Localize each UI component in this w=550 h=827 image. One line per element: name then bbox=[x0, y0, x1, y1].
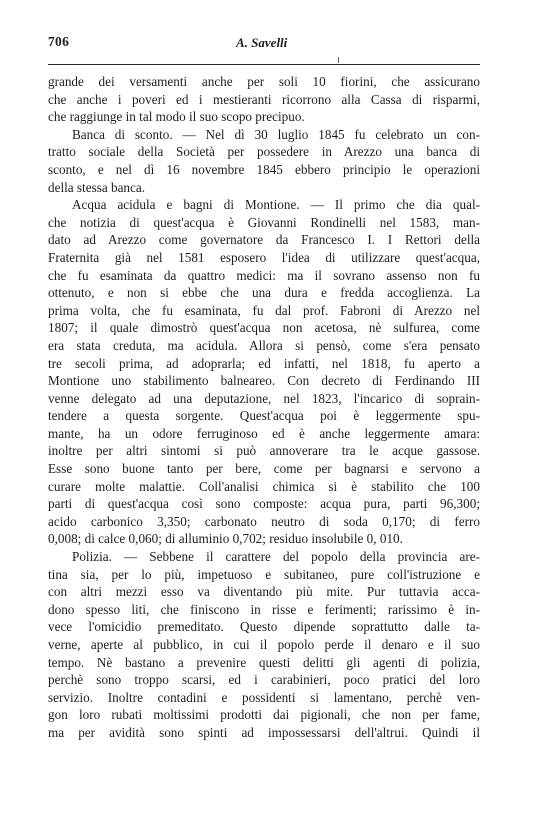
text-line: curare molte malattie. Coll'analisi chimica si è stabilito che 100 bbox=[48, 478, 480, 494]
text-line: della stessa banca. bbox=[48, 179, 146, 195]
page-header bbox=[48, 34, 480, 52]
text-line: perchè sono troppo scarsi, ed i carabinieri, poco pratici del loro bbox=[48, 672, 480, 688]
text-line: prima volta, che fu esaminata, fu dal prof. Fabroni di Arezzo nel bbox=[48, 302, 480, 318]
text-line: Esse sono buone tanto per bere, come per bagnarsi e servono a bbox=[48, 461, 480, 477]
text-line: che notizia di quest'acqua è Giovanni Rondinelli nel 1583, man- bbox=[48, 214, 480, 230]
text-line: tre secoli prima, ad adoprarla; ed infatti, nel 1818, fu aperto a bbox=[48, 355, 480, 371]
text-line: Montione uno stabilimento balneareo. Con decreto di Ferdinando III bbox=[48, 373, 480, 389]
text-line: verne, aperte al pubblico, in cui il popolo perde il denaro e il suo bbox=[48, 637, 480, 652]
text-line: 1807; il quale dimostrò quest'acqua non acetosa, nè sulfurea, come bbox=[48, 320, 480, 336]
text-line: tratto sociale della Società per possedere in Arezzo una banca di bbox=[48, 144, 480, 160]
text-line: Fraternita già nel 1581 esposero l'idea di utilizzare quest'acqua, bbox=[48, 249, 480, 265]
text-line: tempo. Nè bastano a prevenire questi delitti gli agenti di polizia, bbox=[48, 654, 480, 670]
text-line: mante, ha un odore ferruginoso ed è anche leggermente amara: bbox=[48, 425, 480, 441]
text-line: tendere a questa sorgente. Quest'acqua poi è leggermente spu- bbox=[48, 408, 480, 424]
page-number: 706 bbox=[48, 34, 70, 49]
text-line: ma per avidità sono spinti ad impossessarsi dell'altrui. Quindi il bbox=[48, 724, 480, 740]
text-line: era stata creduta, ma acidula. Allora si pensò, come s'era pensato bbox=[48, 337, 480, 353]
text-line: acido carbonico 3,350; carbonato neutro di soda 0,170; di ferro bbox=[48, 513, 480, 529]
running-head: A. Savelli bbox=[236, 35, 288, 50]
text-line: sconto, e nel dì 16 novembre 1845 ebbero principio le operazioni bbox=[48, 161, 480, 177]
text-line: Polizia. — Sebbene il carattere del popolo della provincia are- bbox=[72, 549, 480, 565]
text-line: dato ad Arezzo come governatore da Francesco I. I Rettori della bbox=[48, 232, 480, 248]
text-line: con altri mezzi esso va diventando più mite. Pur tuttavia acca- bbox=[48, 584, 480, 600]
text-line: che anche i poveri ed i mestieranti ricorrono alla Cassa di risparmi, bbox=[48, 91, 480, 107]
text-line: venne delegato ad una deputazione, nel 1823, l'incarico di soprain- bbox=[48, 390, 480, 406]
text-line: Acqua acidula e bagni di Montione. — Il primo che dia qual- bbox=[72, 197, 480, 213]
text-line: tina sia, per lo più, impetuoso e subitaneo, pure coll'istruzione e bbox=[48, 566, 480, 582]
body-text bbox=[48, 73, 480, 742]
text-line: parti di quest'acqua così sono composte: acqua pura, parti 96,300; bbox=[48, 496, 480, 512]
header-rule-tick bbox=[338, 57, 339, 63]
text-line: servizio. Inoltre contadini e possidenti si lamentano, perchè ven- bbox=[48, 689, 480, 705]
text-line: che fu esaminata da quattro medici: ma il sovrano assenso non fu bbox=[48, 267, 480, 283]
text-line: vece l'omicidio premeditato. Questo dipende soprattutto dalle ta- bbox=[48, 619, 480, 635]
text-line: Banca di sconto. — Nel dì 30 luglio 1845 fu celebrato un con- bbox=[72, 126, 480, 142]
text-line: ottenuto, e non si ebbe che una dura e fredda accoglienza. La bbox=[48, 285, 480, 301]
text-line: gon loro rubati moltissimi prodotti dai pigionali, che non per fame, bbox=[48, 707, 480, 723]
header-rule bbox=[48, 64, 480, 65]
text-line: 0,008; di calce 0,060; di alluminio 0,702; residuo insolubile 0, 010. bbox=[48, 531, 403, 547]
text-line: inoltre per altri sintomi si può annoverare tra le acque gassose. bbox=[48, 443, 480, 459]
text-line: grande dei versamenti anche per soli 10 fiorini, che assicurano bbox=[48, 74, 480, 89]
text-line: dono spesso liti, che finiscono in risse e ferimenti; rarissimo è in- bbox=[48, 601, 480, 617]
text-line: che raggiunge in tal modo il suo scopo precipuo. bbox=[48, 109, 305, 125]
